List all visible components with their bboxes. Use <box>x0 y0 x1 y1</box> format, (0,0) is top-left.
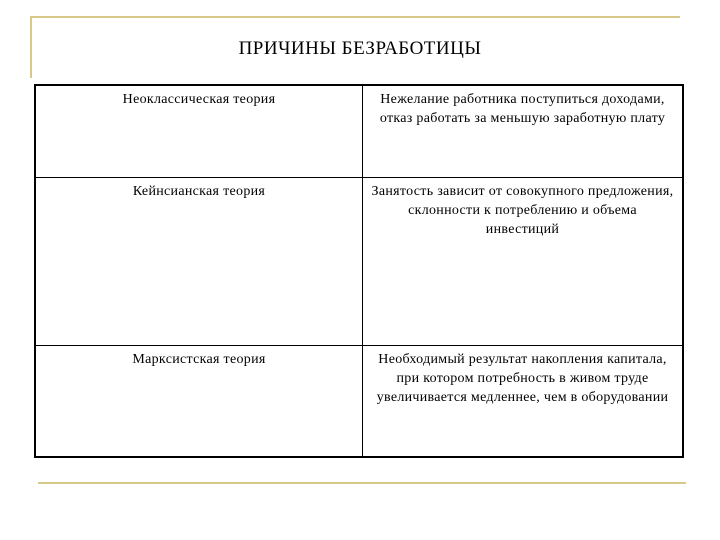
decorative-bottom-line <box>38 482 686 484</box>
theory-cell: Марксистская теория <box>35 345 363 457</box>
table-row <box>35 177 683 345</box>
causes-table <box>34 84 684 458</box>
cause-cell: Необходимый результат накопления капитала, при котором потребность в живом труде увеличивается медленнее, чем в оборудовании <box>363 345 684 457</box>
cause-cell: Занятость зависит от совокупного предложения, склонности к потреблению и объема инвестиций <box>363 177 684 345</box>
table-row <box>35 345 683 457</box>
decorative-top-line <box>30 16 680 18</box>
theory-cell: Неоклассическая теория <box>35 85 363 177</box>
cause-cell: Нежелание работника поступиться доходами, отказ работать за меньшую заработную плату <box>363 85 684 177</box>
table-row <box>35 85 683 177</box>
slide-title: ПРИЧИНЫ БЕЗРАБОТИЦЫ <box>238 38 482 59</box>
theory-cell: Кейнсианская теория <box>35 177 363 345</box>
